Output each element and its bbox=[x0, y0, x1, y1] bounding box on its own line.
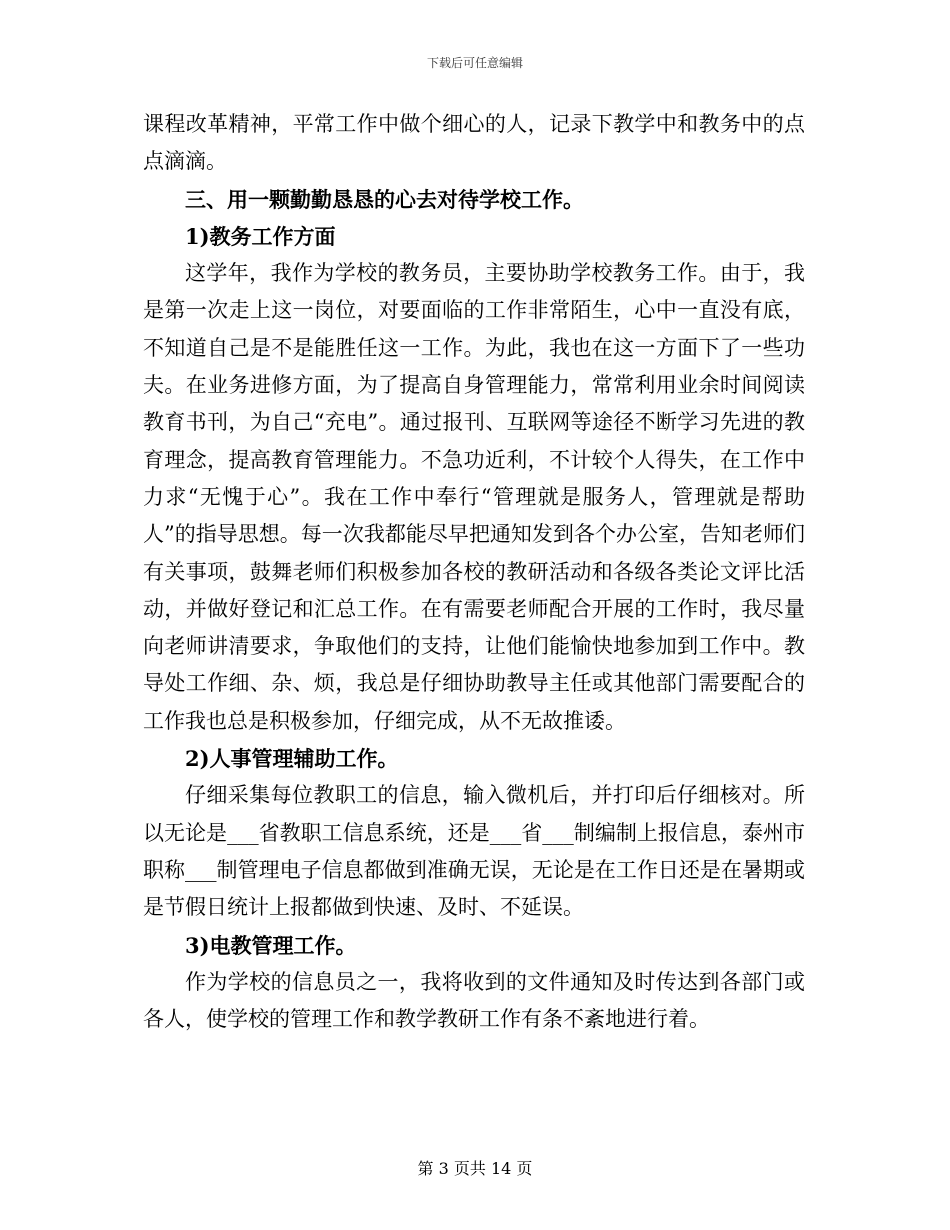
paragraph-personnel: 仔细采集每位教职工的信息，输入微机后，并打印后仔细核对。所以无论是___省教职工信息系统，还是___省___制编制上报信息，泰州市职称___制管理电子信息都做到准确无误，无论是在工作日还是在暑期或是节假日统计上报都做到快速、及时、不延误。 bbox=[143, 783, 805, 920]
subheading-academic-affairs: 1)教务工作方面 bbox=[185, 223, 336, 249]
paragraph-academic-affairs: 这学年，我作为学校的教务员，主要协助学校教务工作。由于，我是第一次走上这一岗位，对要面临的工作非常陌生，心中一直没有底，不知道自己是不是能胜任这一工作。为此，我也在这一方面下了一些功夫。在业务进修方面，为了提高自身管理能力，常常利用业余时间阅读教育书刊，为自己“充电”。通过报刊、互联网等途径不断学习先进的教育理念，提高教育管理能力。不急功近利，不计较个人得失，在工作中力求“无愧于心”。我在工作中奉行“管理就是服务人，管理就是帮助人”的指导思想。每一次我都能尽早把通知发到各个办公室，告知老师们有关事项，鼓舞老师们积极参加各校的教研活动和各级各类论文评比活动，并做好登记和汇总工作。在有需要老师配合开展的工作时，我尽量向老师讲清要求，争取他们的支持，让他们能愉快地参加到工作中。教导处工作细、杂、烦，我总是仔细协助教导主任或其他部门需要配合的工作我也总是积极参加，仔细完成，从不无故推诿。 bbox=[143, 261, 805, 733]
header-note: 下载后可任意编辑 bbox=[426, 56, 523, 70]
document-body bbox=[143, 106, 805, 1038]
paragraph-continued: 课程改革精神，平常工作中做个细心的人，记录下教学中和教务中的点点滴滴。 bbox=[143, 112, 805, 174]
paragraph-audiovisual: 作为学校的信息员之一，我将收到的文件通知及时传达到各部门或各人，使学校的管理工作和教学教研工作有条不紊地进行着。 bbox=[143, 969, 805, 1032]
section-heading-3: 三、用一颗勤勤恳恳的心去对待学校工作。 bbox=[185, 186, 584, 212]
page-number: 第 3 页共 14 页 bbox=[417, 1159, 533, 1178]
subheading-audiovisual: 3)电教管理工作。 bbox=[185, 932, 357, 958]
subheading-personnel: 2)人事管理辅助工作。 bbox=[185, 746, 399, 772]
